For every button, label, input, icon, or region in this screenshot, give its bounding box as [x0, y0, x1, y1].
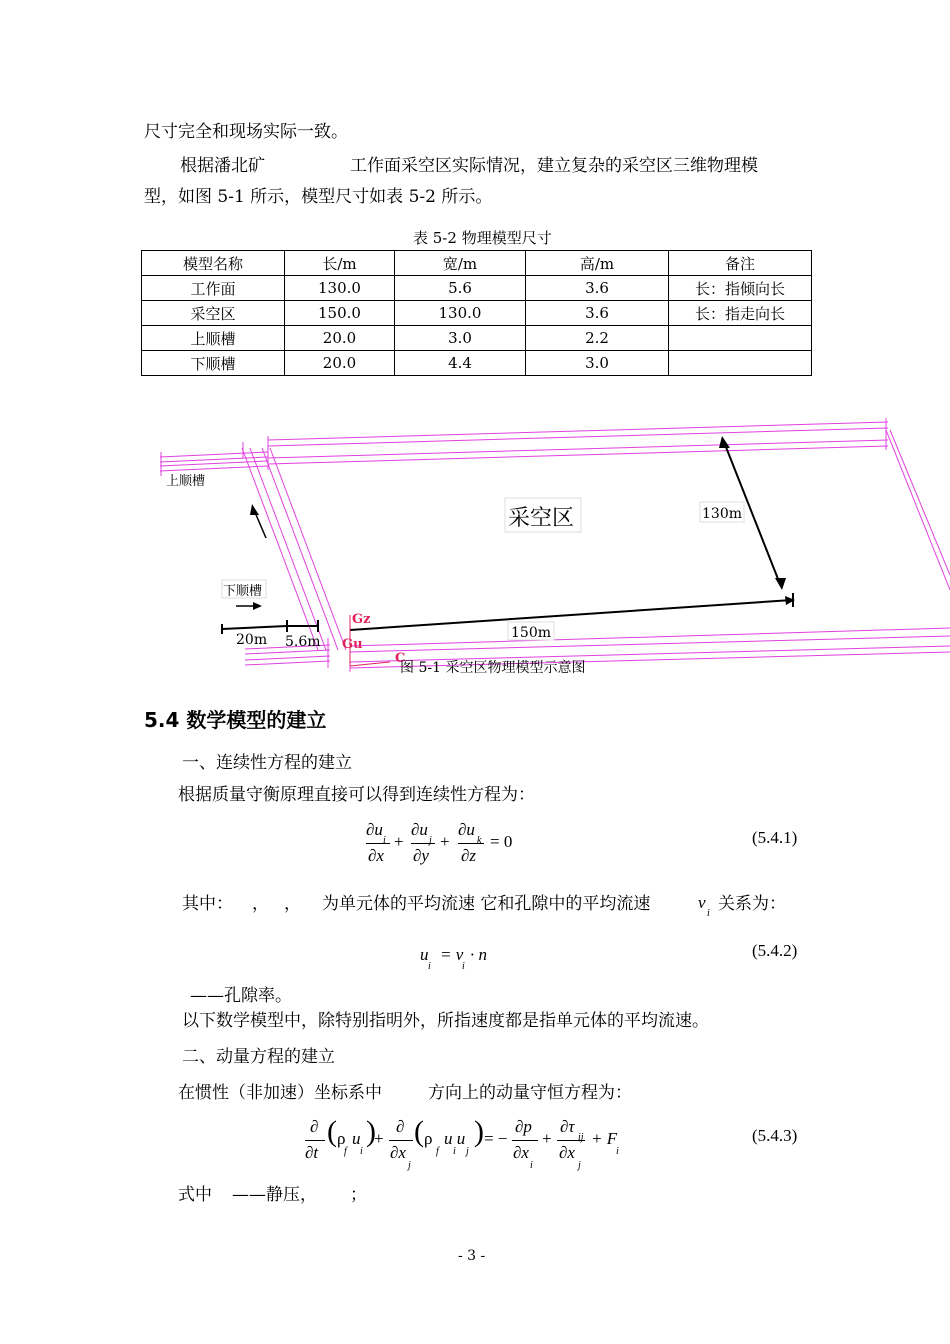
table-row: [142, 276, 812, 301]
eq3-sub-i: i: [530, 1160, 533, 1171]
eq3-t3-den: ∂x: [513, 1143, 529, 1162]
page-number: - 3 -: [458, 1248, 486, 1264]
axis-gz: Gz: [352, 612, 371, 627]
table-header-cell: 备注: [669, 251, 812, 276]
eq3-t3-num: ∂p: [515, 1117, 532, 1136]
table-cell: 3.6: [526, 301, 669, 326]
eq3-sub-ij: ij: [578, 1132, 584, 1143]
table-header-row: [142, 251, 812, 276]
paragraph-line: 方向上的动量守恒方程为：: [428, 1083, 632, 1103]
where-v: v: [698, 893, 706, 912]
eq3-plus: +: [374, 1129, 384, 1148]
eq3-fraction-bar: [389, 1140, 413, 1141]
table-cell: 上顺槽: [142, 326, 285, 351]
table-cell: [669, 326, 812, 351]
eq3-t2-num: ∂: [396, 1117, 405, 1136]
eq2-rhs: · n: [470, 945, 487, 964]
table-cell: 130.0: [285, 276, 395, 301]
paragraph-line: 根据潘北矿: [180, 156, 265, 176]
table-cell: 3.0: [526, 351, 669, 376]
eq3-sub-f: f: [436, 1146, 439, 1157]
label-goaf: 采空区: [508, 506, 575, 531]
subsection-title: 二、动量方程的建立: [182, 1047, 335, 1067]
paragraph-line: ，: [284, 894, 301, 914]
eq2-sub: i: [428, 961, 431, 972]
eq3-t2-den: ∂x: [390, 1143, 406, 1162]
paragraph-line: 关系为：: [718, 894, 786, 914]
eq2-number: (5.4.2): [752, 941, 798, 960]
table-cell: 工作面: [142, 276, 285, 301]
table-cell: 采空区: [142, 301, 285, 326]
label-150m: 150m: [511, 625, 551, 641]
eq3-eq: = −: [484, 1129, 508, 1148]
eq1-num2: ∂u: [411, 820, 428, 839]
table-cell: [669, 351, 812, 376]
eq3-plus-f: + F: [591, 1129, 618, 1148]
model-wireframe: [160, 418, 950, 672]
eq1-number: (5.4.1): [752, 828, 798, 847]
paragraph-line: 在惯性（非加速）坐标系中: [178, 1083, 382, 1103]
eq2-lhs: u: [420, 945, 429, 964]
table-header-cell: 长/m: [285, 251, 395, 276]
table-cell: 3.0: [395, 326, 526, 351]
table-header-cell: 宽/m: [395, 251, 526, 276]
eq1-den1: ∂x: [368, 846, 384, 865]
paragraph-line: 其中：: [182, 894, 233, 914]
label-20m: 20m: [236, 632, 268, 648]
label-lower-roadway: 下顺槽: [223, 584, 263, 599]
table-caption: 表 5-2 物理模型尺寸: [413, 229, 552, 247]
paragraph-line: 型，如图 5-1 所示，模型尺寸如表 5-2 所示。: [144, 187, 493, 207]
subsection-title: 一、连续性方程的建立: [182, 753, 352, 773]
table-row: [142, 351, 812, 376]
paragraph-line: 式中: [178, 1185, 212, 1205]
eq3-number: (5.4.3): [752, 1126, 798, 1145]
table-header-cell: 模型名称: [142, 251, 285, 276]
paragraph-line: ——孔隙率。: [190, 986, 292, 1006]
table-row: [142, 301, 812, 326]
eq3-t1-num: ∂: [310, 1117, 319, 1136]
paragraph-line: ；: [350, 1185, 367, 1205]
where-v-sub: i: [707, 908, 710, 919]
eq3-sub-i: i: [453, 1146, 456, 1157]
eq3-t4-num: ∂τ: [560, 1117, 575, 1136]
paragraph-line: 工作面采空区实际情况，建立复杂的采空区三维物理模: [350, 156, 758, 176]
eq1-num3: ∂u: [458, 820, 475, 839]
table-cell: 20.0: [285, 351, 395, 376]
eq3-uu: u u: [444, 1129, 466, 1148]
eq3-fraction-bar: [305, 1140, 325, 1141]
table-cell: 2.2: [526, 326, 669, 351]
table-cell: 150.0: [285, 301, 395, 326]
eq3-rho: ρ: [337, 1129, 346, 1148]
dimensions-table: [141, 250, 812, 376]
table-cell: 长：指走向长: [669, 301, 812, 326]
table-cell: 长：指倾向长: [669, 276, 812, 301]
paragraph-line: 为单元体的平均流速 它和孔隙中的平均流速: [322, 894, 651, 914]
paragraph-line: ——静压，: [232, 1185, 317, 1205]
eq3-sub-f: f: [344, 1146, 347, 1157]
eq3-sub-i: i: [616, 1146, 619, 1157]
label-5-6m: 5.6m: [285, 634, 321, 650]
eq1-plus: +: [440, 832, 450, 851]
eq1-fraction-bar: [366, 843, 390, 844]
eq2-sub: i: [462, 961, 465, 972]
table-cell: 130.0: [395, 301, 526, 326]
dimension-arrows: [222, 436, 795, 634]
eq1-sub-j: j: [429, 835, 432, 846]
table-cell: 5.6: [395, 276, 526, 301]
eq1-sub-k: k: [477, 835, 482, 846]
table-cell: 20.0: [285, 326, 395, 351]
eq3-fraction-bar: [557, 1140, 585, 1141]
paragraph-line: 根据质量守衡原理直接可以得到连续性方程为：: [178, 785, 535, 805]
figure-caption: 图 5-1 采空区物理模型示意图: [400, 660, 586, 676]
paragraph-line: 尺寸完全和现场实际一致。: [144, 122, 348, 142]
eq3-sub-i: i: [360, 1146, 363, 1157]
table-header-cell: 高/m: [526, 251, 669, 276]
axis-gu: Gu: [342, 637, 363, 652]
eq3-t4-den: ∂x: [559, 1143, 575, 1162]
paragraph-line: ，: [252, 894, 269, 914]
eq1-num1: ∂u: [366, 820, 383, 839]
eq1-sub-i: i: [383, 835, 386, 846]
eq3-fraction-bar: [512, 1140, 538, 1141]
axis-marker: [342, 612, 405, 666]
eq3-u: u: [352, 1129, 361, 1148]
table-cell: 4.4: [395, 351, 526, 376]
label-upper-roadway: 上顺槽: [166, 474, 206, 489]
eq1-den2: ∂y: [413, 846, 429, 865]
table-cell: 下顺槽: [142, 351, 285, 376]
eq3-sub-j: j: [466, 1146, 469, 1157]
eq1-den3: ∂z: [461, 846, 477, 865]
eq3-paren: ): [366, 1115, 376, 1148]
goaf-model-figure: [0, 400, 950, 690]
table-cell: 3.6: [526, 276, 669, 301]
eq3-plus: +: [542, 1129, 552, 1148]
eq3-sub-j: j: [578, 1160, 581, 1171]
eq3-paren: (: [414, 1115, 424, 1148]
eq3-paren: (: [327, 1115, 337, 1148]
eq3-sub-j: j: [408, 1160, 411, 1171]
paragraph-line: 以下数学模型中，除特别指明外，所指速度都是指单元体的平均流速。: [182, 1011, 709, 1031]
axis-c: C: [395, 651, 406, 666]
eq3-paren: ): [474, 1115, 484, 1148]
table-row: [142, 326, 812, 351]
section-title: 5.4 数学模型的建立: [144, 708, 327, 732]
eq3-t1-den: ∂t: [305, 1143, 319, 1162]
label-130m: 130m: [702, 506, 742, 522]
eq2-mid: = v: [440, 945, 464, 964]
eq1-plus: +: [394, 832, 404, 851]
eq1-rhs: = 0: [490, 832, 513, 851]
eq3-rho: ρ: [424, 1129, 433, 1148]
